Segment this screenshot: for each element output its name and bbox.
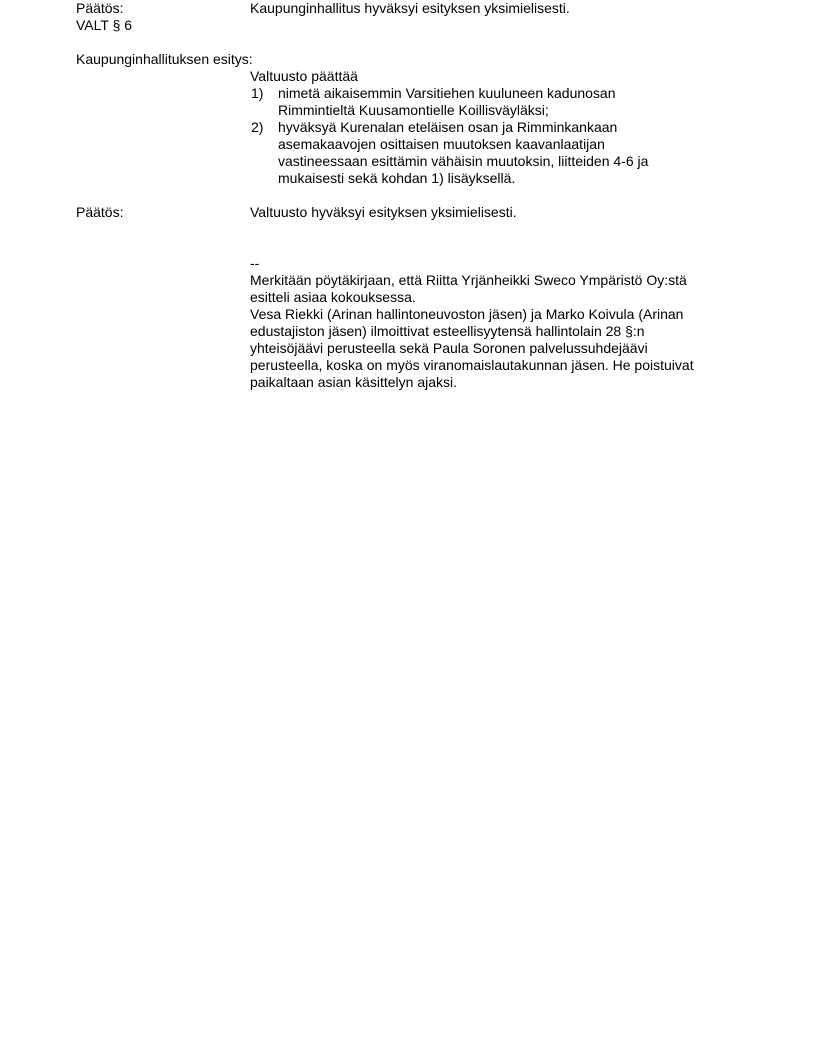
list-item-line: hyväksyä Kurenalan eteläisen osan ja Rimminkankaan [278,119,618,135]
decision-text: Kaupunginhallitus hyväksyi esityksen yksimielisesti. [250,0,570,16]
notes-separator: -- [250,255,260,271]
note-line: Vesa Riekki (Arinan hallintoneuvoston jäsen) ja Marko Koivula (Arinan [250,306,684,322]
list-item-line: mukaisesti sekä kohdan 1) lisäyksellä. [278,170,516,186]
proposal-heading: Kaupunginhallituksen esitys: [76,51,253,67]
note-line: yhteisöjäävi perusteella sekä Paula Soronen palvelussuhdejäävi [250,340,648,356]
list-item-line: vastineessaan esittämin vähäisin muutoksin, liitteiden 4-6 ja [278,153,649,169]
list-item-line: Rimmintieltä Kuusamontielle Koillisväyläksi; [278,102,549,118]
proposal-intro: Valtuusto päättää [250,68,358,84]
note-line: paikaltaan asian käsittelyn ajaksi. [250,374,458,390]
note-line: Merkitään pöytäkirjaan, että Riitta Yrjänheikki Sweco Ympäristö Oy:stä [250,272,687,288]
list-item-number: 2) [251,119,264,135]
section-reference: VALT § 6 [76,17,133,33]
decision-label: Päätös: [76,0,124,16]
note-line: edustajiston jäsen) ilmoittivat esteellisyytensä hallintolain 28 §:n [250,323,645,339]
note-line: esitteli asiaa kokouksessa. [250,289,416,305]
list-item-number: 1) [251,85,264,101]
note-line: perusteella, koska on myös viranomaislautakunnan jäsen. He poistuivat [250,357,694,373]
council-decision-text: Valtuusto hyväksyi esityksen yksimielisesti. [250,204,517,220]
council-decision-label: Päätös: [76,204,124,220]
list-item-line: asemakaavojen osittaisen muutoksen kaavanlaatijan [278,136,605,152]
list-item-line: nimetä aikaisemmin Varsitiehen kuuluneen kadunosan [278,85,616,101]
